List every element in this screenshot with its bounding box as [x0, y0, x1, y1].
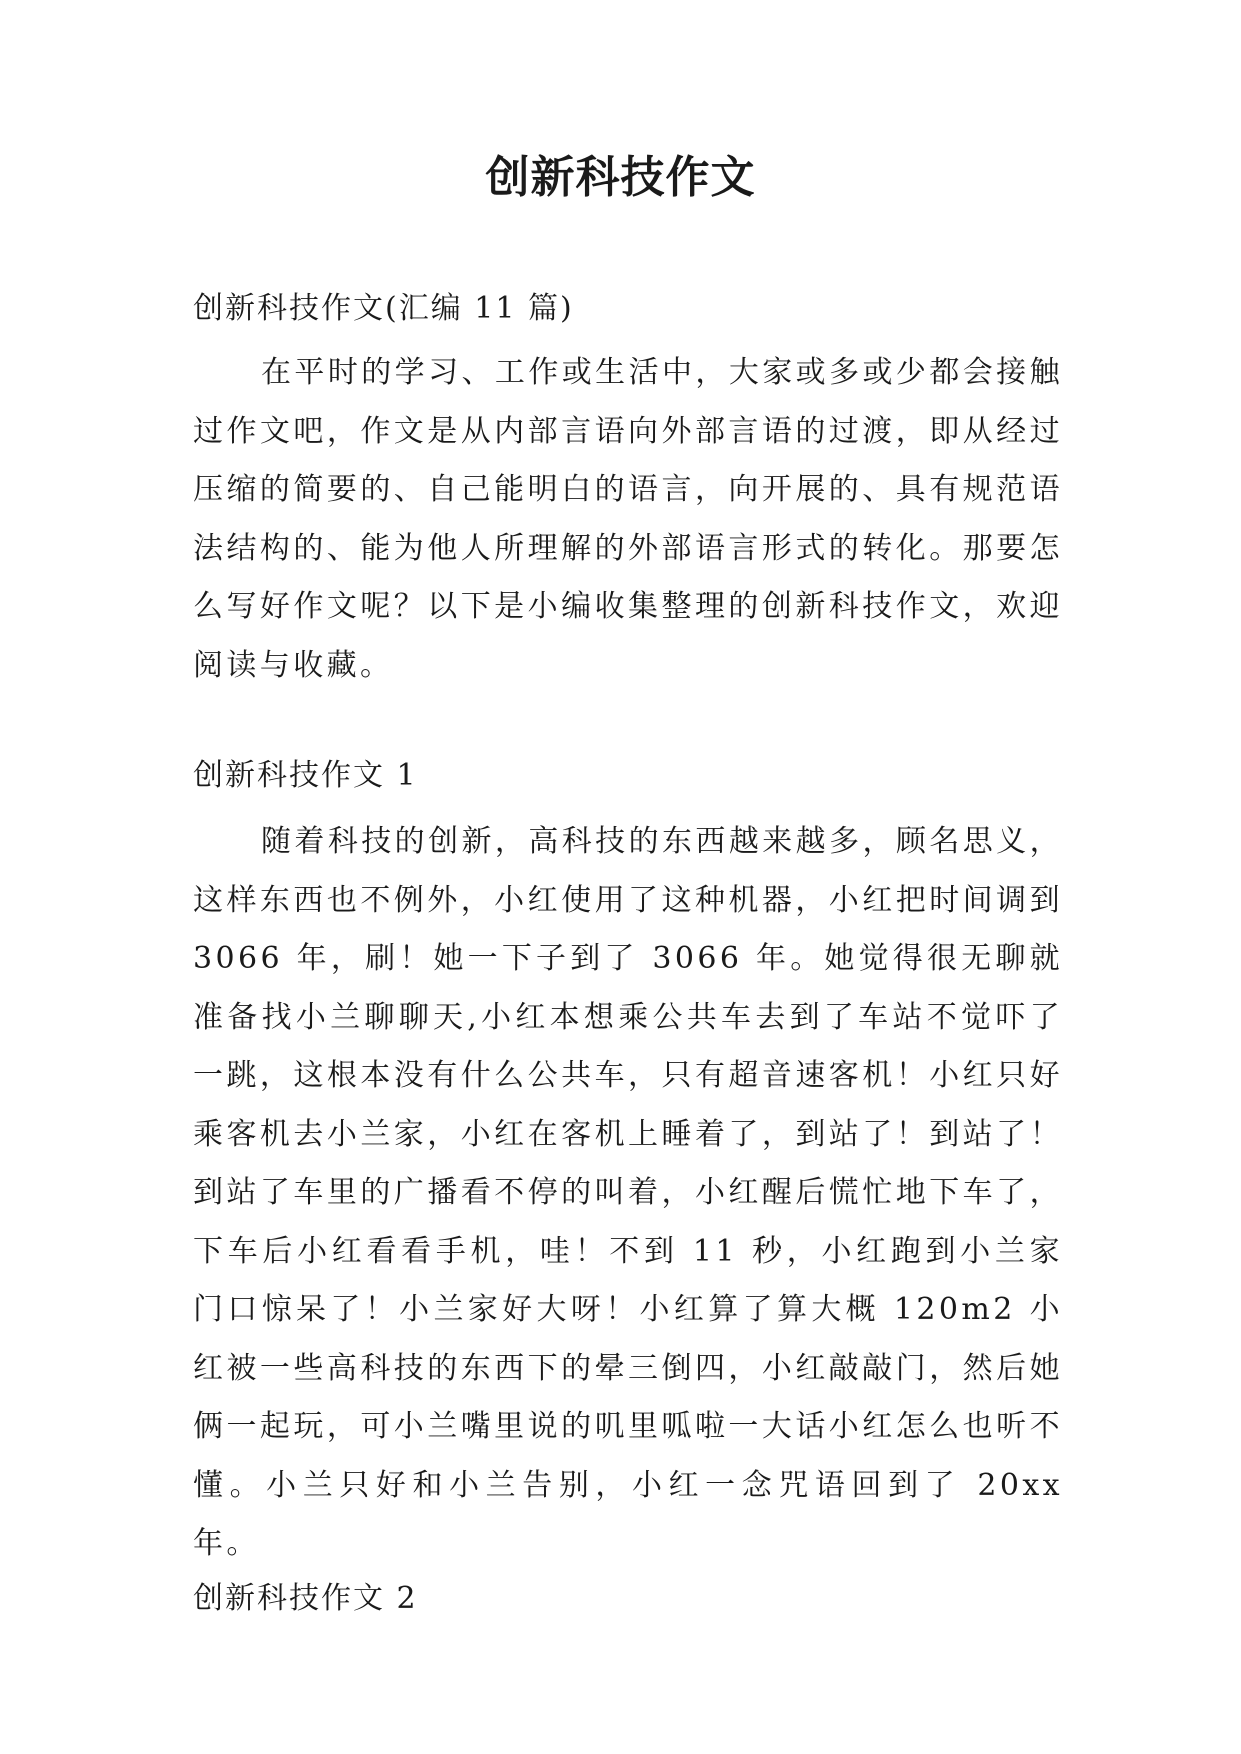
essay-1-paragraph: 随着科技的创新，高科技的东西越来越多，顾名思义，这样东西也不例外，小红使用了这种机器，小红把时间调到 3066 年，刷！她一下子到了 3066 年。她觉得很无聊就准备找小兰聊聊天,小红本想乘公共车去到了车站不觉吓了一跳，这根本没有什么公共车，只有超音速客机！小红只好乘客机去小兰家，小红在客机上睡着了，到站了！到站了！到站了车里的广播看不停的叫着，小红醒后慌忙地下车了，下车后小红看看手机，哇！不到 11 秒，小红跑到小兰家门口惊呆了！小兰家好大呀！小红算了算大概 120m2 小红被一些高科技的东西下的晕三倒四，小红敲敲门，然后她俩一起玩，可小兰嘴里说的叽里呱啦一大话小红怎么也听不懂。小兰只好和小兰告别，小红一念咒语回到了 20xx 年。 [193, 824, 1063, 1561]
essay-1-heading: 创新科技作文 1 [193, 758, 418, 793]
document-body [193, 290, 1063, 1618]
essay-2-heading: 创新科技作文 2 [193, 1580, 418, 1616]
document-title: 创新科技作文 [485, 152, 756, 203]
collection-heading: 创新科技作文(汇编 11 篇) [193, 291, 574, 326]
intro-paragraph: 在平时的学习、工作或生活中，大家或多或少都会接触过作文吧，作文是从内部言语向外部言语的过渡，即从经过压缩的简要的、自己能明白的语言，向开展的、具有规范语法结构的、能为他人所理解的外部语言形式的转化。那要怎么写好作文呢？以下是小编收集整理的创新科技作文，欢迎阅读与收藏。 [193, 355, 1063, 683]
